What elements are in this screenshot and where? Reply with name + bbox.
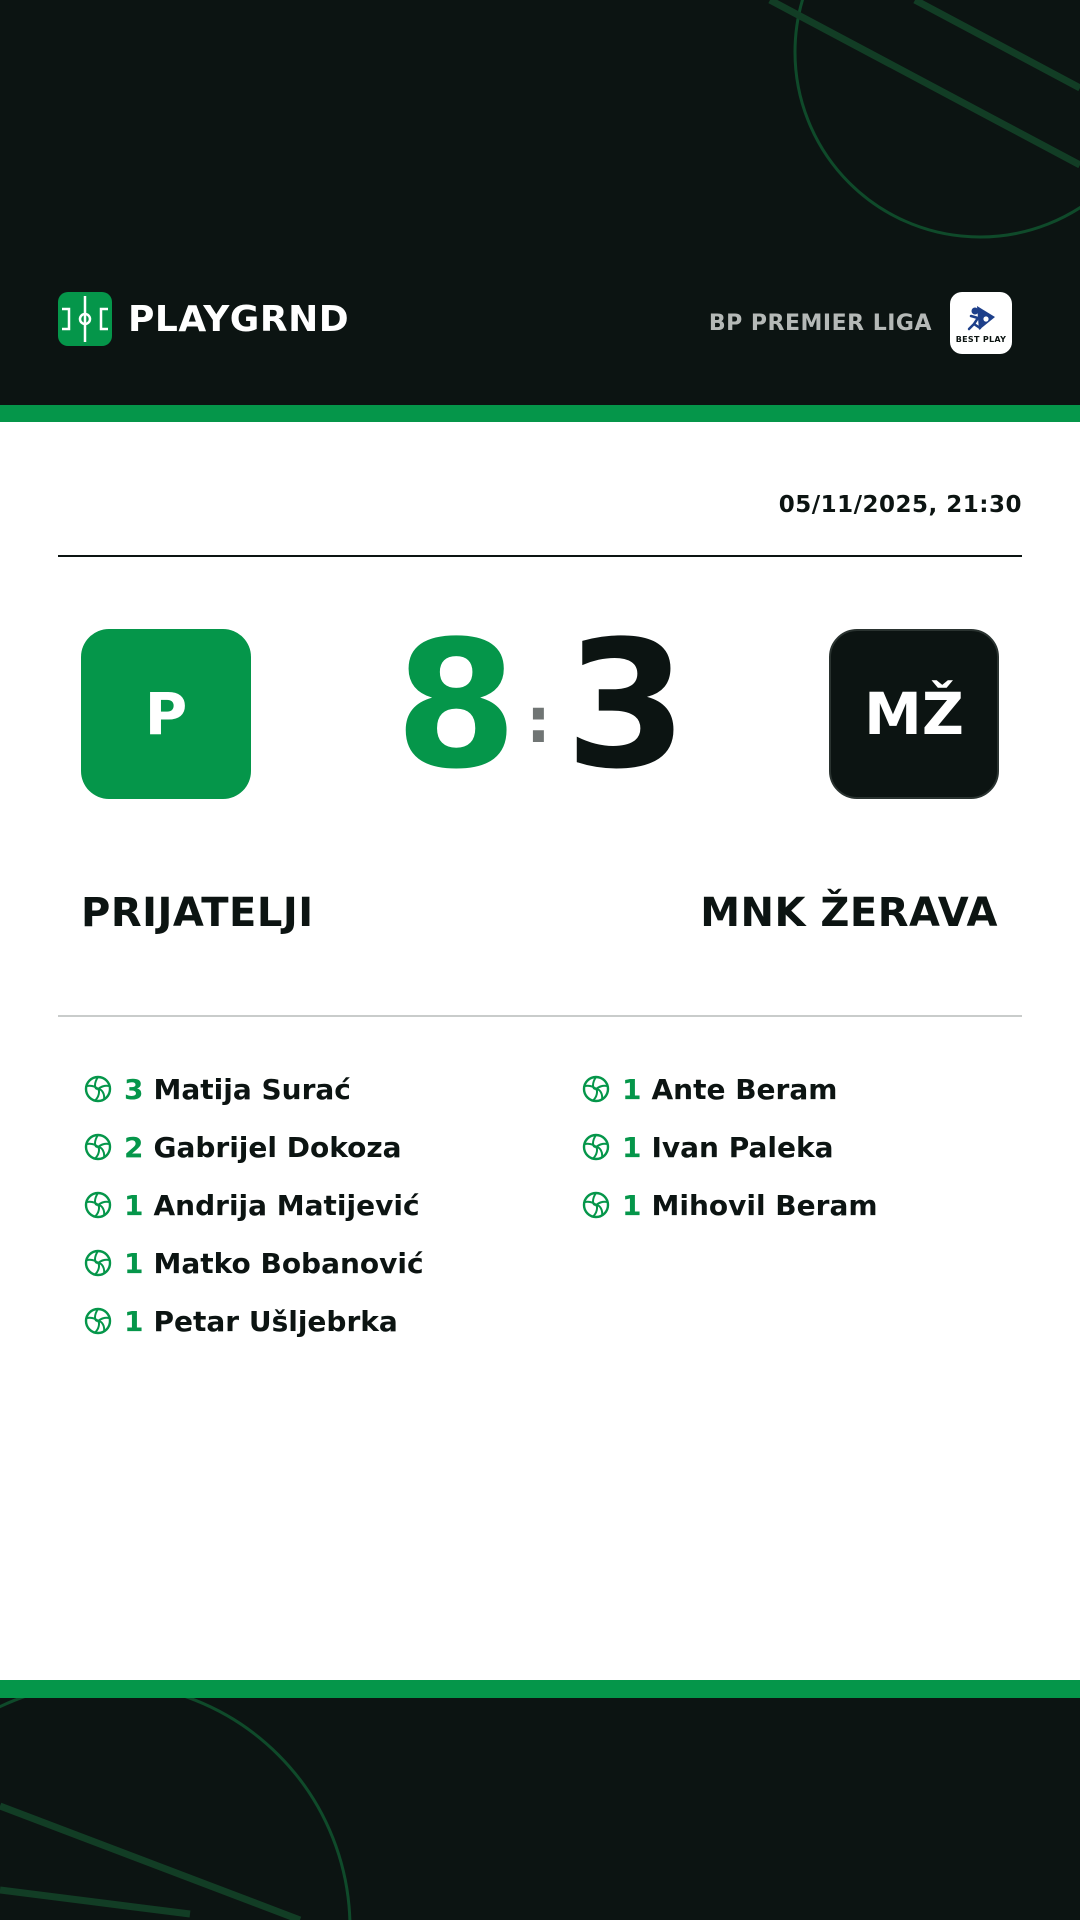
divider bbox=[58, 1015, 1022, 1017]
brand-name: PLAYGRND bbox=[128, 298, 350, 340]
best-play-logo bbox=[950, 292, 1012, 354]
goal-count: 1 bbox=[622, 1130, 642, 1164]
ball-icon bbox=[84, 1307, 112, 1335]
match-datetime: 05/11/2025, 21:30 bbox=[778, 492, 1022, 518]
scorer-item bbox=[582, 1176, 878, 1234]
away-team-initials: MŽ bbox=[864, 680, 964, 748]
scorer-item bbox=[84, 1060, 424, 1118]
away-scorers-list bbox=[582, 1060, 878, 1234]
pitch-lines-decoration bbox=[0, 1698, 1080, 1920]
scorer-item bbox=[582, 1060, 878, 1118]
home-team-name: PRIJATELJI bbox=[81, 890, 314, 936]
player-name: Ante Beram bbox=[651, 1072, 838, 1106]
header-band bbox=[0, 0, 1080, 405]
scorer-item bbox=[84, 1292, 424, 1350]
footer-accent-stripe bbox=[0, 1680, 1080, 1698]
player-name: Mihovil Beram bbox=[651, 1188, 878, 1222]
ball-icon bbox=[84, 1133, 112, 1161]
scorer-item bbox=[582, 1118, 878, 1176]
ball-icon bbox=[582, 1191, 610, 1219]
player-name: Ivan Paleka bbox=[651, 1130, 834, 1164]
score-separator: : bbox=[526, 684, 551, 757]
header-accent-stripe bbox=[0, 405, 1080, 422]
scorer-item bbox=[84, 1234, 424, 1292]
player-name: Matija Surać bbox=[153, 1072, 351, 1106]
home-scorers-list bbox=[84, 1060, 424, 1350]
ball-icon bbox=[84, 1191, 112, 1219]
league bbox=[709, 292, 1012, 354]
ball-icon bbox=[84, 1075, 112, 1103]
ball-icon bbox=[582, 1075, 610, 1103]
scoreline bbox=[330, 598, 750, 808]
ball-icon bbox=[84, 1249, 112, 1277]
league-name: BP PREMIER LIGA bbox=[708, 310, 932, 336]
home-score: 8 bbox=[395, 603, 518, 808]
pitch-icon bbox=[58, 292, 112, 346]
player-name: Gabrijel Dokoza bbox=[153, 1130, 402, 1164]
home-team-badge bbox=[81, 629, 251, 799]
home-team-initials: P bbox=[144, 680, 188, 748]
goal-count: 1 bbox=[622, 1072, 642, 1106]
player-name: Petar Ušljebrka bbox=[153, 1304, 398, 1338]
ball-icon bbox=[582, 1133, 610, 1161]
away-score: 3 bbox=[565, 603, 688, 808]
player-name: Andrija Matijević bbox=[153, 1188, 420, 1222]
league-badge-text: BEST PLAY bbox=[955, 335, 1007, 344]
scorer-item bbox=[84, 1176, 424, 1234]
divider bbox=[58, 555, 1022, 557]
goal-count: 1 bbox=[124, 1246, 144, 1280]
footer-band bbox=[0, 1698, 1080, 1920]
brand bbox=[58, 292, 349, 346]
scorer-item bbox=[84, 1118, 424, 1176]
goal-count: 1 bbox=[124, 1188, 144, 1222]
goal-count: 1 bbox=[124, 1304, 144, 1338]
goal-count: 2 bbox=[124, 1130, 144, 1164]
away-team-badge bbox=[829, 629, 999, 799]
player-icon bbox=[961, 302, 1001, 334]
away-team-name: MNK ŽERAVA bbox=[700, 890, 998, 936]
goal-count: 3 bbox=[124, 1072, 144, 1106]
goal-count: 1 bbox=[622, 1188, 642, 1222]
player-name: Matko Bobanović bbox=[153, 1246, 424, 1280]
